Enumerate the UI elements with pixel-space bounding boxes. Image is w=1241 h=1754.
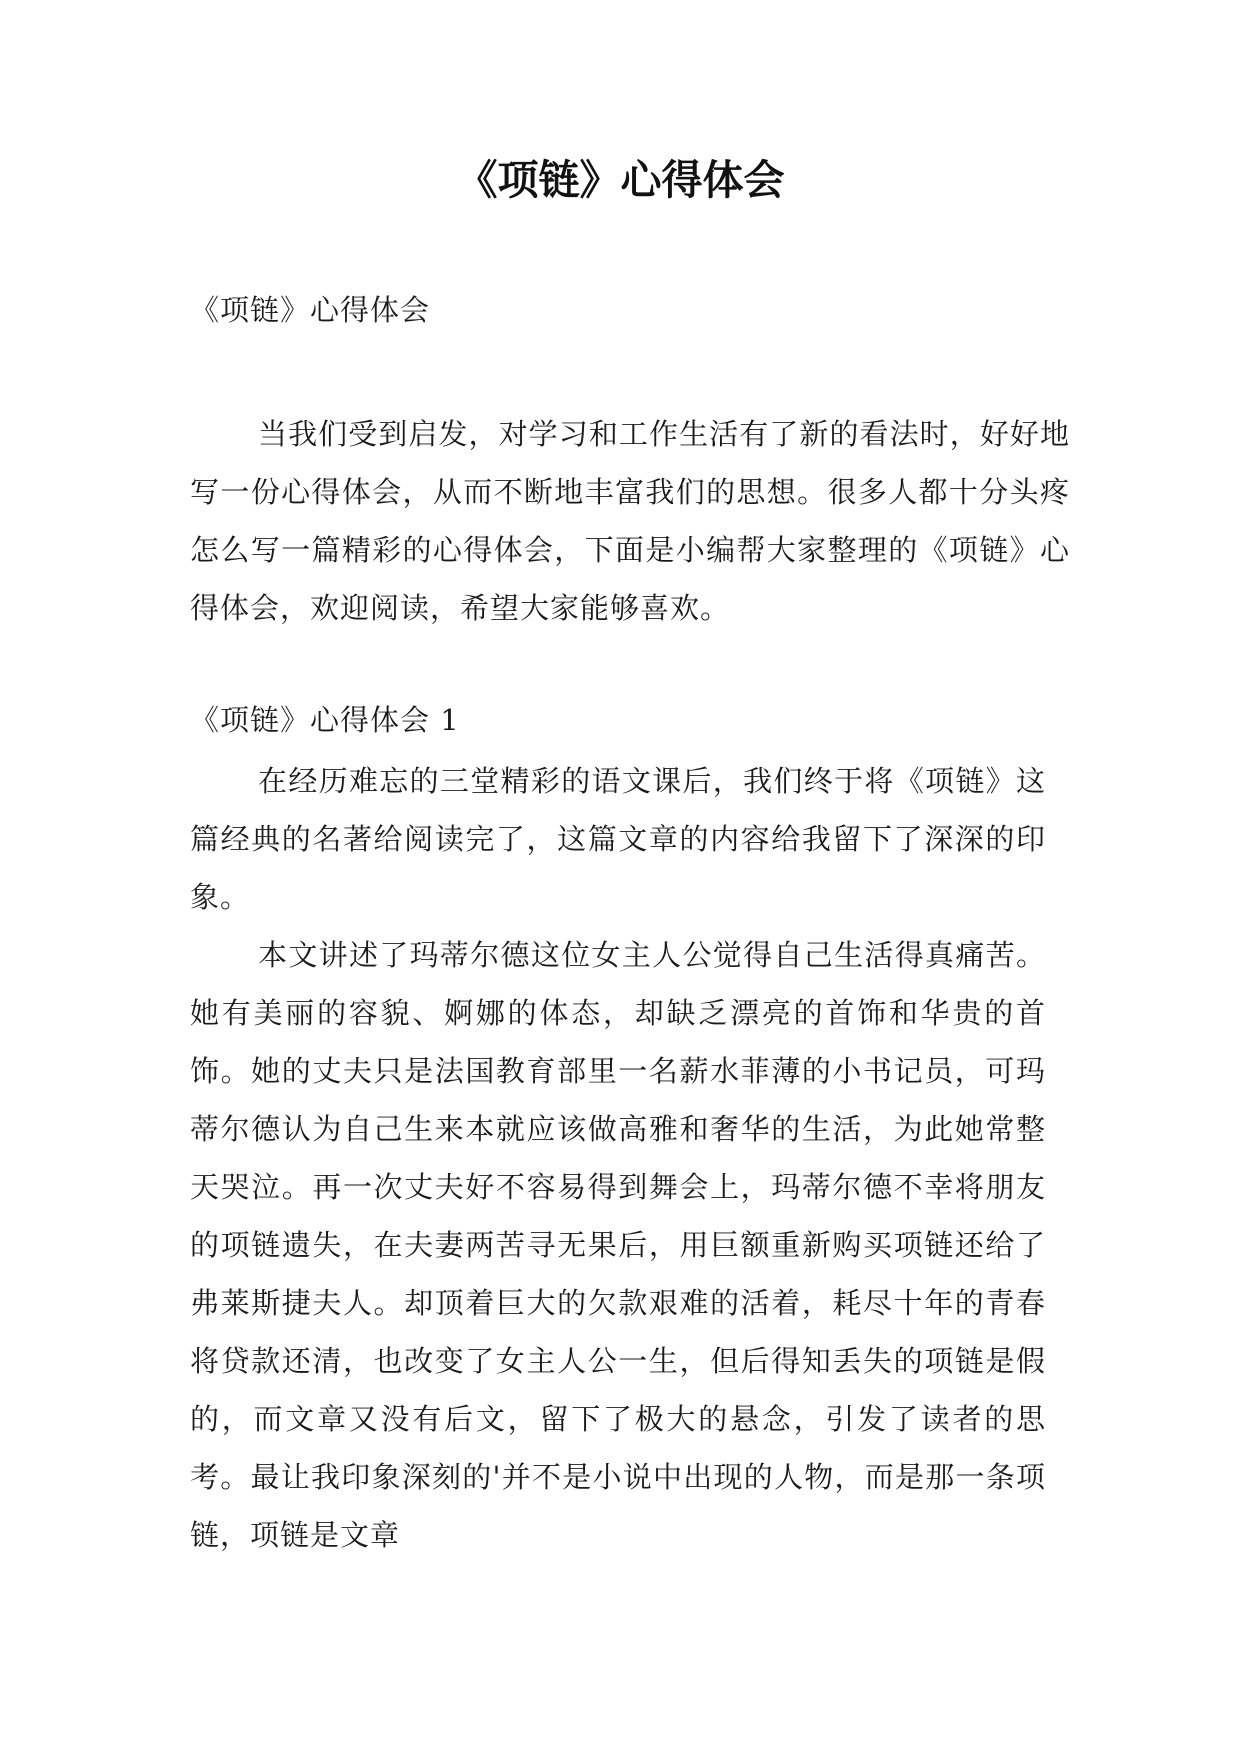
- intro-paragraph: 当我们受到启发，对学习和工作生活有了新的看法时，好好地写一份心得体会，从而不断地丰富我们的思想。很多人都十分头疼怎么写一篇精彩的心得体会，下面是小编帮大家整理的《项链》心得体会，欢迎阅读，希望大家能够喜欢。: [190, 417, 1070, 625]
- section-body: [190, 752, 1046, 1564]
- body-paragraph: 在经历难忘的三堂精彩的语文课后，我们终于将《项链》这篇经典的名著给阅读完了，这篇文章的内容给我留下了深深的印象。: [190, 764, 1046, 914]
- section-heading: 《项链》心得体会 1: [190, 703, 460, 737]
- document-subtitle: 《项链》心得体会: [190, 293, 431, 327]
- document-title: 《项链》心得体会: [456, 156, 785, 204]
- body-paragraph: 本文讲述了玛蒂尔德这位女主人公觉得自己生活得真痛苦。她有美丽的容貌、婀娜的体态，却缺乏漂亮的首饰和华贵的首饰。她的丈夫只是法国教育部里一名薪水菲薄的小书记员，可玛蒂尔德认为自己生来本就应该做高雅和奢华的生活，为此她常整天哭泣。再一次丈夫好不容易得到舞会上，玛蒂尔德不幸将朋友的项链遗失，在夫妻两苦寻无果后，用巨额重新购买项链还给了弗莱斯捷夫人。却顶着巨大的欠款艰难的活着，耗尽十年的青春将贷款还清，也改变了女主人公一生，但后得知丢失的项链是假的，而文章又没有后文，留下了极大的悬念，引发了读者的思考。最让我印象深刻的'并不是小说中出现的人物，而是那一条项链，项链是文章: [190, 938, 1046, 1552]
